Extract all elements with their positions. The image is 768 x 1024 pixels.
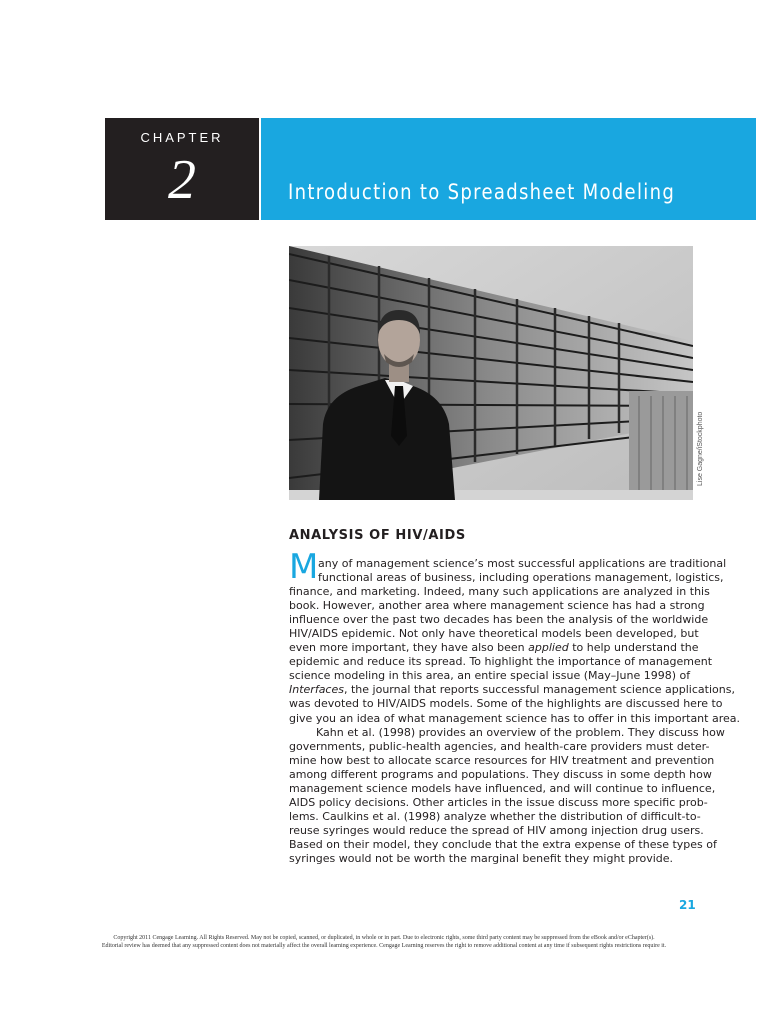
body-line: management science models have influenced, and will continue to influence, bbox=[289, 781, 716, 795]
chapter-title: Introduction to Spreadsheet Modeling bbox=[288, 180, 676, 204]
page-number: 21 bbox=[679, 898, 696, 912]
body-line: among different programs and populations. They discuss in some depth how bbox=[289, 767, 712, 781]
body-line: was devoted to HIV/AIDS models. Some of the highlights are discussed here to bbox=[289, 697, 723, 711]
photo-credit: Lise Gagne/iStockphoto bbox=[697, 411, 704, 486]
body-text bbox=[289, 557, 740, 866]
footer-line: Copyright 2011 Cengage Learning. All Rights Reserved. May not be copied, scanned, or duplicated, in whole or in part. Due to electronic rights, some third party content may be suppressed from the eBook and/or eChapter(s). bbox=[113, 935, 655, 941]
chapter-number: 2 bbox=[168, 149, 196, 211]
body-line: finance, and marketing. Indeed, many such applications are analyzed in this bbox=[289, 585, 710, 599]
body-line: lems. Caulkins et al. (1998) analyze whether the distribution of difficult-to- bbox=[289, 809, 701, 823]
section-heading: ANALYSIS OF HIV/AIDS bbox=[289, 528, 466, 543]
body-line: influence over the past two decades has been the analysis of the worldwide bbox=[289, 613, 709, 627]
body-line: Kahn et al. (1998) provides an overview of the problem. They discuss how bbox=[316, 725, 725, 739]
body-line: mine how best to allocate scarce resources for HIV treatment and prevention bbox=[289, 753, 715, 767]
businessman-building-photo bbox=[289, 246, 693, 500]
body-line: syringes would not be worth the marginal benefit they might provide. bbox=[289, 851, 674, 865]
body-line: book. However, another area where management science has had a strong bbox=[289, 599, 705, 613]
copyright-footer bbox=[60, 934, 708, 950]
body-line: AIDS policy decisions. Other articles in the issue discuss more specific prob- bbox=[289, 795, 708, 809]
chapter-photo bbox=[289, 246, 693, 500]
body-line: governments, public-health agencies, and health-care providers must deter- bbox=[289, 739, 710, 753]
body-line: functional areas of business, including operations management, logistics, bbox=[318, 571, 724, 585]
body-line: any of management science’s most successful applications are traditional bbox=[318, 557, 727, 570]
body-line: even more important, they have also been applied to help understand the bbox=[289, 641, 699, 655]
chapter-box bbox=[105, 118, 259, 220]
body-line: HIV/AIDS epidemic. Not only have theoretical models been developed, but bbox=[289, 627, 699, 641]
body-line: science modeling in this area, an entire special issue (May–June 1998) of bbox=[289, 669, 691, 683]
body-line: reuse syringes would reduce the spread of HIV among injection drug users. bbox=[289, 823, 704, 837]
body-line: give you an idea of what management science has to offer in this important area. bbox=[289, 711, 740, 725]
chapter-label: CHAPTER bbox=[140, 130, 224, 145]
body-line: Based on their model, they conclude that the extra expense of these types of bbox=[289, 837, 717, 851]
drop-cap: M bbox=[289, 547, 319, 587]
footer-line: Editorial review has deemed that any suppressed content does not materially affect the overall learning experience. Cengage Learning reserves the right to remove additional content at any time if subsequent rights restrictions require it. bbox=[101, 943, 667, 949]
body-line: epidemic and reduce its spread. To highlight the importance of management bbox=[289, 655, 713, 669]
chapter-title-band bbox=[261, 118, 756, 220]
body-line: Interfaces, the journal that reports successful management science applications, bbox=[289, 683, 735, 697]
